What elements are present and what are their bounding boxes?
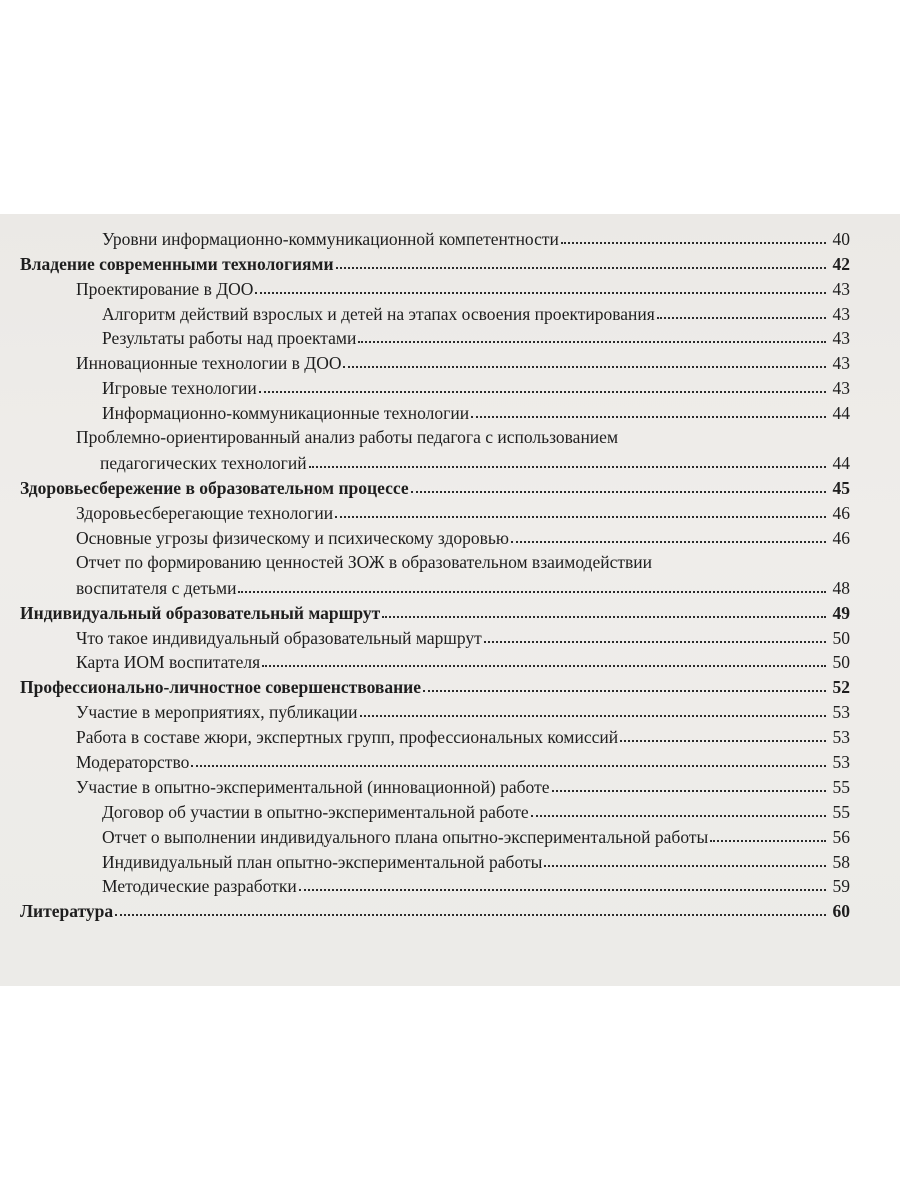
toc-entry — [20, 276, 850, 301]
dot-leader — [255, 292, 826, 294]
dot-leader — [309, 466, 826, 468]
toc-entry-title: Уровни информационно-коммуникационной компетентности — [102, 228, 559, 249]
toc-entry-title: Алгоритм действий взрослых и детей на этапах освоения проектирования — [102, 303, 655, 324]
toc-entry — [20, 400, 850, 425]
dot-leader — [358, 341, 826, 343]
toc-entry-page: 43 — [832, 303, 850, 324]
dot-leader — [471, 416, 826, 418]
dot-leader — [115, 914, 826, 916]
dot-leader — [544, 865, 826, 867]
toc-entry — [20, 375, 850, 400]
toc-entry — [20, 425, 850, 475]
toc-entry-title: Основные угрозы физическому и психическому здоровью — [76, 527, 509, 548]
toc-entry-page: 43 — [832, 353, 850, 374]
toc-entry-title: Работа в составе жюри, экспертных групп, профессиональных комиссий — [76, 727, 619, 748]
toc-entry — [20, 326, 850, 351]
toc-entry-title: Проектирование в ДОО — [76, 278, 254, 299]
toc-entry-page: 43 — [832, 278, 850, 299]
toc-entry-page: 59 — [832, 876, 850, 897]
dot-leader — [620, 740, 826, 742]
toc-entry-page: 46 — [832, 502, 850, 523]
toc-entry — [20, 500, 850, 525]
toc-entry-page: 55 — [832, 776, 850, 797]
toc-entry-title: Игровые технологии — [102, 378, 257, 399]
toc-entry-title-line2: педагогических технологий — [100, 453, 307, 474]
dot-leader — [710, 840, 826, 842]
toc-entry-page: 50 — [832, 652, 850, 673]
toc-entry-page: 40 — [832, 228, 850, 249]
toc-entry-title: Индивидуальный план опытно-экспериментальной работы — [102, 851, 543, 872]
toc-entry-title-line1: Проблемно-ориентированный анализ работы педагога с использованием — [76, 427, 619, 448]
toc-entry-title: Информационно-коммуникационные технологии — [102, 403, 470, 424]
toc-entry — [20, 699, 850, 724]
toc-entry-page: 56 — [832, 826, 850, 847]
toc-entry — [20, 849, 850, 874]
table-of-contents — [20, 226, 850, 923]
dot-leader — [411, 491, 826, 493]
toc-section-page: 42 — [832, 253, 850, 274]
toc-section — [20, 600, 850, 625]
toc-entry — [20, 525, 850, 550]
toc-entry-title-line1: Отчет по формированию ценностей ЗОЖ в образовательном взаимодействии — [76, 551, 653, 572]
dot-leader — [484, 641, 826, 643]
toc-section-page: 60 — [832, 901, 850, 922]
toc-entry-title: Что такое индивидуальный образовательный маршрут — [76, 627, 482, 648]
toc-section — [20, 251, 850, 276]
toc-entry — [20, 749, 850, 774]
toc-entry — [20, 550, 850, 600]
toc-entry-title: Результаты работы над проектами — [102, 328, 357, 349]
toc-section-title: Владение современными технологиями — [20, 253, 334, 274]
toc-entry-title: Методические разработки — [102, 876, 297, 897]
toc-section-title: Литература — [20, 901, 114, 922]
toc-entry — [20, 874, 850, 899]
dot-leader — [531, 815, 826, 817]
toc-section-title: Здоровьесбережение в образовательном процессе — [20, 478, 409, 499]
dot-leader — [423, 690, 826, 692]
toc-section — [20, 898, 850, 923]
toc-entry-title: Договор об участии в опытно-экспериментальной работе — [102, 801, 529, 822]
toc-section — [20, 475, 850, 500]
toc-section-page: 45 — [832, 478, 850, 499]
dot-leader — [561, 242, 826, 244]
toc-section — [20, 674, 850, 699]
toc-entry-page: 53 — [832, 752, 850, 773]
toc-entry-page: 50 — [832, 627, 850, 648]
toc-entry-title-line2: воспитателя с детьми — [76, 577, 237, 598]
dot-leader — [259, 391, 826, 393]
toc-entry-page: 44 — [832, 403, 850, 424]
toc-section-title: Индивидуальный образовательный маршрут — [20, 602, 381, 623]
toc-entry-continuation — [76, 575, 850, 600]
toc-entry — [20, 799, 850, 824]
toc-section-page: 52 — [832, 677, 850, 698]
toc-entry-title: Карта ИОМ воспитателя — [76, 652, 261, 673]
toc-entry — [20, 724, 850, 749]
toc-entry-page: 53 — [832, 702, 850, 723]
toc-entry-title: Модераторство — [76, 752, 190, 773]
toc-entry — [20, 650, 850, 675]
toc-section-title: Профессионально-личностное совершенствование — [20, 677, 422, 698]
toc-entry-title: Участие в опытно-экспериментальной (инновационной) работе — [76, 776, 550, 797]
toc-entry-title: Отчет о выполнении индивидуального плана опытно-экспериментальной работы — [102, 826, 709, 847]
toc-entry — [20, 301, 850, 326]
toc-entry-continuation — [76, 450, 850, 475]
dot-leader — [262, 665, 826, 667]
toc-entry-page: 44 — [832, 453, 850, 474]
toc-entry-page: 46 — [832, 527, 850, 548]
toc-entry-title: Здоровьесберегающие технологии — [76, 502, 334, 523]
dot-leader — [335, 516, 826, 518]
toc-entry-title: Инновационные технологии в ДОО — [76, 353, 342, 374]
dot-leader — [360, 715, 826, 717]
toc-entry — [20, 824, 850, 849]
dot-leader — [552, 790, 827, 792]
toc-entry — [20, 625, 850, 650]
toc-entry-page: 55 — [832, 801, 850, 822]
toc-entry-page: 43 — [832, 378, 850, 399]
dot-leader — [191, 765, 826, 767]
toc-entry — [20, 226, 850, 251]
dot-leader — [299, 889, 826, 891]
toc-entry-page: 43 — [832, 328, 850, 349]
dot-leader — [657, 317, 826, 319]
dot-leader — [343, 366, 826, 368]
dot-leader — [238, 591, 826, 593]
toc-entry-title: Участие в мероприятиях, публикации — [76, 702, 358, 723]
dot-leader — [336, 267, 826, 269]
toc-entry-page: 58 — [832, 851, 850, 872]
toc-section-page: 49 — [832, 602, 850, 623]
toc-entry-page: 53 — [832, 727, 850, 748]
dot-leader — [382, 616, 826, 618]
toc-entry — [20, 774, 850, 799]
toc-entry-page: 48 — [832, 577, 850, 598]
toc-entry — [20, 350, 850, 375]
dot-leader — [511, 541, 826, 543]
